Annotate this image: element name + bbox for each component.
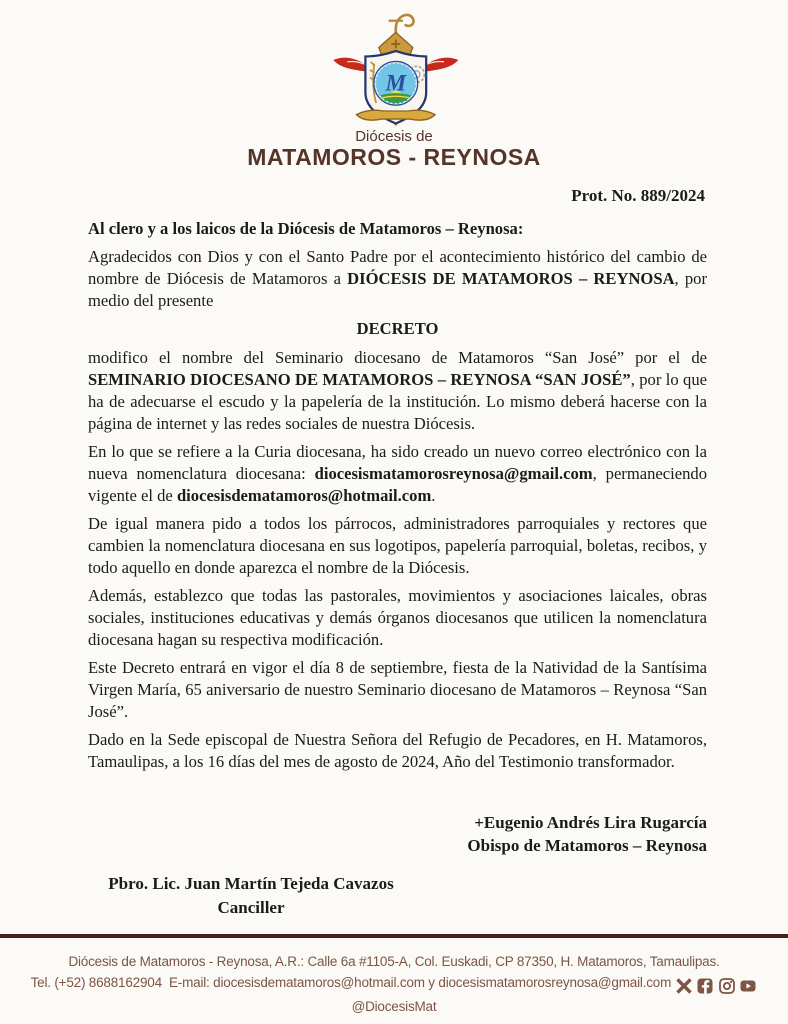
logo-text-line1: Diócesis de xyxy=(355,128,433,145)
svg-text:M: M xyxy=(385,70,407,97)
paragraph: En lo que se refiere a la Curia diocesana, ha sido creado un nuevo correo electrónico con la nueva nomenclatura diocesana: diocesismatamorosreynosa@gmail.com, permaneciendo vigente el de diocesisdematamoros@hotmail.com. xyxy=(88,442,707,505)
diocese-coat-of-arms-icon xyxy=(310,10,478,128)
chancellor-signature xyxy=(93,872,409,920)
footer-divider xyxy=(0,934,788,938)
paragraph: Dado en la Sede episcopal de Nuestra Señora del Refugio de Pecadores, en H. Matamoros, Tamaulipas, a los 16 días del mes de agosto de 2024, Año del Testimonio transformador. xyxy=(88,730,707,771)
salutation: Al clero y a los laicos de la Diócesis de Matamoros – Reynosa: xyxy=(88,219,524,238)
bishop-signature xyxy=(0,811,707,857)
document-body xyxy=(88,218,707,773)
social-icons xyxy=(675,975,758,996)
paragraph: modifico el nombre del Seminario diocesano de Matamoros “San José” por el de SEMINARIO DIOCESANO DE MATAMOROS – REYNOSA “SAN JOSÉ”, por lo que ha de adecuarse el escudo y la papelería de la institución. Lo mismo deberá hacerse con la página de internet y las redes sociales de nuestra Diócesis. xyxy=(88,348,707,433)
paragraph: Además, establezco que todas las pastorales, movimientos y asociaciones laicales, obras sociales, instituciones educativas y demás órganos diocesanos que utilicen la nomenclatura diocesana hagan su respectiva modificación. xyxy=(88,586,707,649)
footer-address: Diócesis de Matamoros - Reynosa, A.R.: Calle 6a #1105-A, Col. Euskadi, CP 87350, H. Matamoros, Tamaulipas. xyxy=(68,954,720,969)
facebook-icon xyxy=(697,978,713,994)
protocol-number: Prot. No. 889/2024 xyxy=(571,186,705,205)
diocese-logo xyxy=(0,0,788,170)
footer-phone: Tel. (+52) 8688162904 xyxy=(30,975,162,990)
footer-social-handle: @DiocesisMat xyxy=(351,999,437,1014)
paragraph: Este Decreto entrará en vigor el día 8 de septiembre, fiesta de la Natividad de la Santísima Virgen María, 65 aniversario de nuestro Seminario diocesano de Matamoros – Reynosa “San José”. xyxy=(88,658,707,721)
letterhead-footer xyxy=(0,934,788,1024)
footer-email: E-mail: diocesisdematamoros@hotmail.com y diocesismatamorosreynosa@gmail.com xyxy=(169,975,672,990)
logo-text-line2: MATAMOROS - REYNOSA xyxy=(247,144,541,170)
chancellor-title: Canciller xyxy=(217,898,285,917)
footer-contact xyxy=(0,972,788,1017)
bishop-title: Obispo de Matamoros – Reynosa xyxy=(467,836,707,855)
x-icon xyxy=(676,978,692,994)
paragraph: Agradecidos con Dios y con el Santo Padre por el acontecimiento histórico del cambio de nombre de Diócesis de Matamoros a DIÓCESIS DE MATAMOROS – REYNOSA, por medio del presente xyxy=(88,247,707,310)
heading: DECRETO xyxy=(356,319,439,338)
bishop-name: +Eugenio Andrés Lira Rugarcía xyxy=(474,813,707,832)
chancellor-name: Pbro. Lic. Juan Martín Tejeda Cavazos xyxy=(108,874,394,893)
paragraph: De igual manera pido a todos los párrocos, administradores parroquiales y rectores que cambien la nomenclatura diocesana en sus logotipos, papelería parroquial, boletas, recibos, y todo aquello en donde aparezca el nombre de la Diócesis. xyxy=(88,514,707,577)
instagram-icon xyxy=(719,978,735,994)
youtube-icon xyxy=(740,978,756,994)
